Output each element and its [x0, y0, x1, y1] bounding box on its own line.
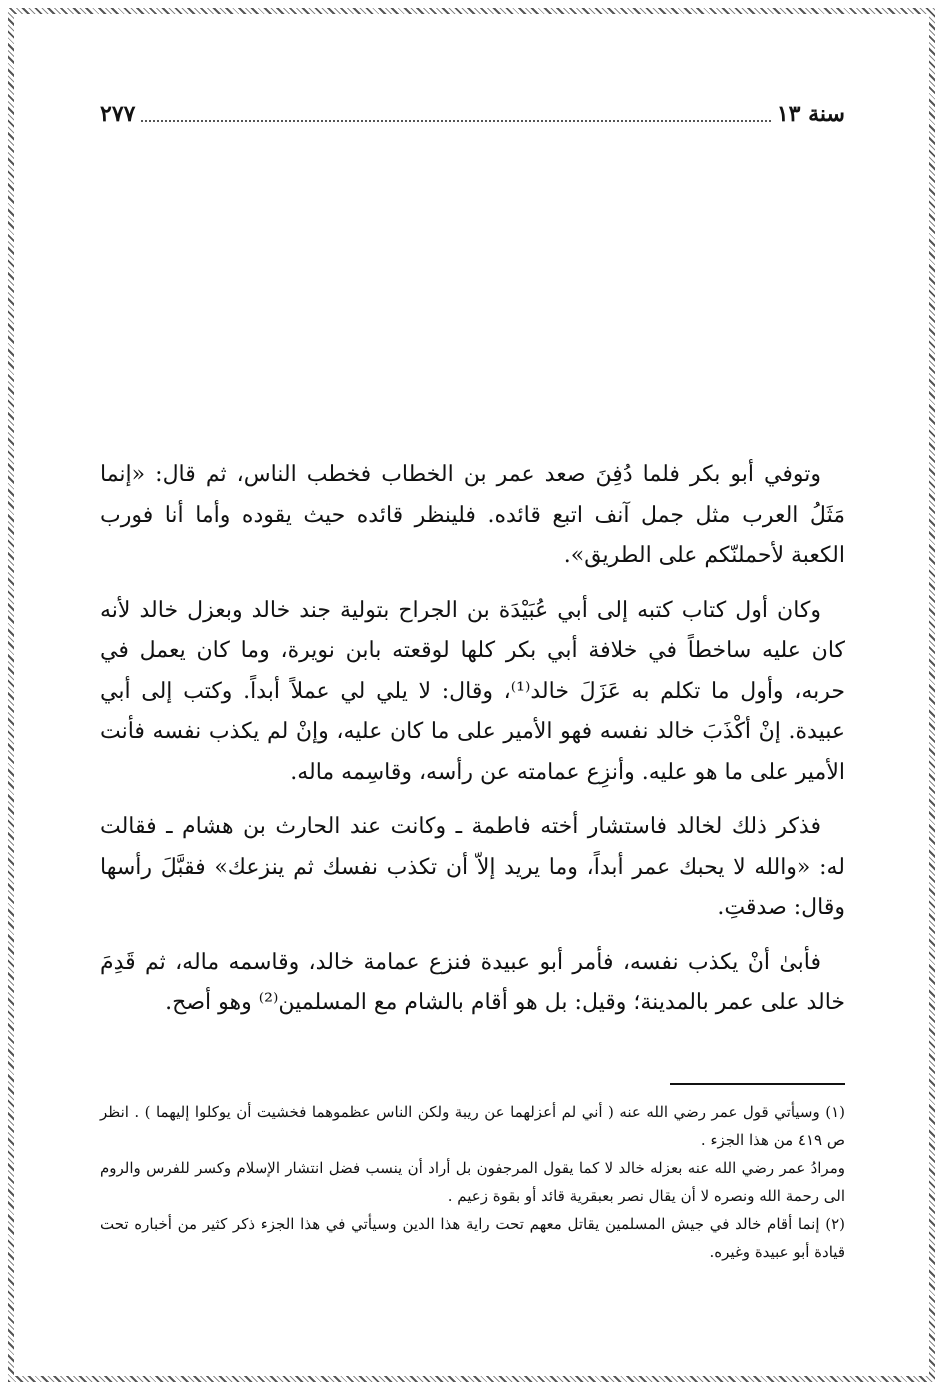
page-number: ٢٧٧	[100, 101, 136, 127]
paragraph: وتوفي أبو بكر فلما دُفِنَ صعد عمر بن الخطاب فخطب الناس، ثم قال: «إنما مَثَلُ العرب مثل جمل آنف اتبع قائده. فلينظر قائده حيث يقوده وأما أنا فورب الكعبة لأحملنّكم على الطريق».	[100, 462, 845, 568]
footnote-2: (٢) إنما أقام خالد في جيش المسلمين يقاتل معهم تحت راية هذا الدين وسيأتي في هذا الجزء ذكر كثير من أخباره تحت قيادة أبو عبيدة وغيره.	[100, 1215, 845, 1261]
page-header	[100, 96, 845, 132]
footnote-separator	[670, 1083, 845, 1085]
running-title: سنة ١٣	[776, 101, 845, 127]
footnote-1: (١) وسيأتي قول عمر رضي الله عنه ( أني لم أعزلهما عن ريبة ولكن الناس عظموهما فخشيت أن يوكلوا إليهما ) . انظر ص ٤١٩ من هذا الجزء .	[100, 1103, 845, 1149]
main-text	[100, 455, 845, 1038]
paragraph: فذكر ذلك لخالد فاستشار أخته فاطمة ـ وكانت عند الحارث بن هشام ـ فقالت له: «والله لا يحبك عمر أبداً، وما يريد إلاّ أن تكذب نفسك ثم ينزعك» فقبَّلَ رأسها وقال: صدقتِ.	[100, 814, 845, 920]
dotted-leader	[141, 106, 770, 122]
footnote-1-continuation: ومرادُ عمر رضي الله عنه بعزله خالد لا كما يقول المرجفون بل أراد أن ينسب فضل انتشار الإسلام وكسر للفرس والروم الى رحمة الله ونصره لا أن يقال نصر بعبقرية قائد أو بقوة زعيم .	[100, 1159, 845, 1205]
paragraph: وكان أول كتاب كتبه إلى أبي عُبَيْدَة بن الجراح بتولية جند خالد وبعزل خالد لأنه كان عليه ساخطاً في خلافة أبي بكر كلها لوقعته بابن نويرة، وما كان يعمل في حربه، وأول ما تكلم به عَزَلَ خالد⁽¹⁾، وقال: لا يلي لي عملاً أبداً. وكتب إلى أبي عبيدة. إنْ أكْذَبَ خالد نفسه فهو الأمير على ما كان عليه، وإنْ لم يكذب نفسه فأنت الأمير على ما هو عليه. وأنزِع عمامته عن رأسه، وقاسِمه ماله.	[100, 597, 845, 785]
footnotes	[100, 1098, 845, 1266]
paragraph: فأبىٰ أنْ يكذب نفسه، فأمر أبو عبيدة فنزع عمامة خالد، وقاسمه ماله، ثم قَدِمَ خالد على عمر بالمدينة؛ وقيل: بل هو أقام بالشام مع المسلمين⁽²⁾ وهو أصح.	[100, 949, 845, 1015]
